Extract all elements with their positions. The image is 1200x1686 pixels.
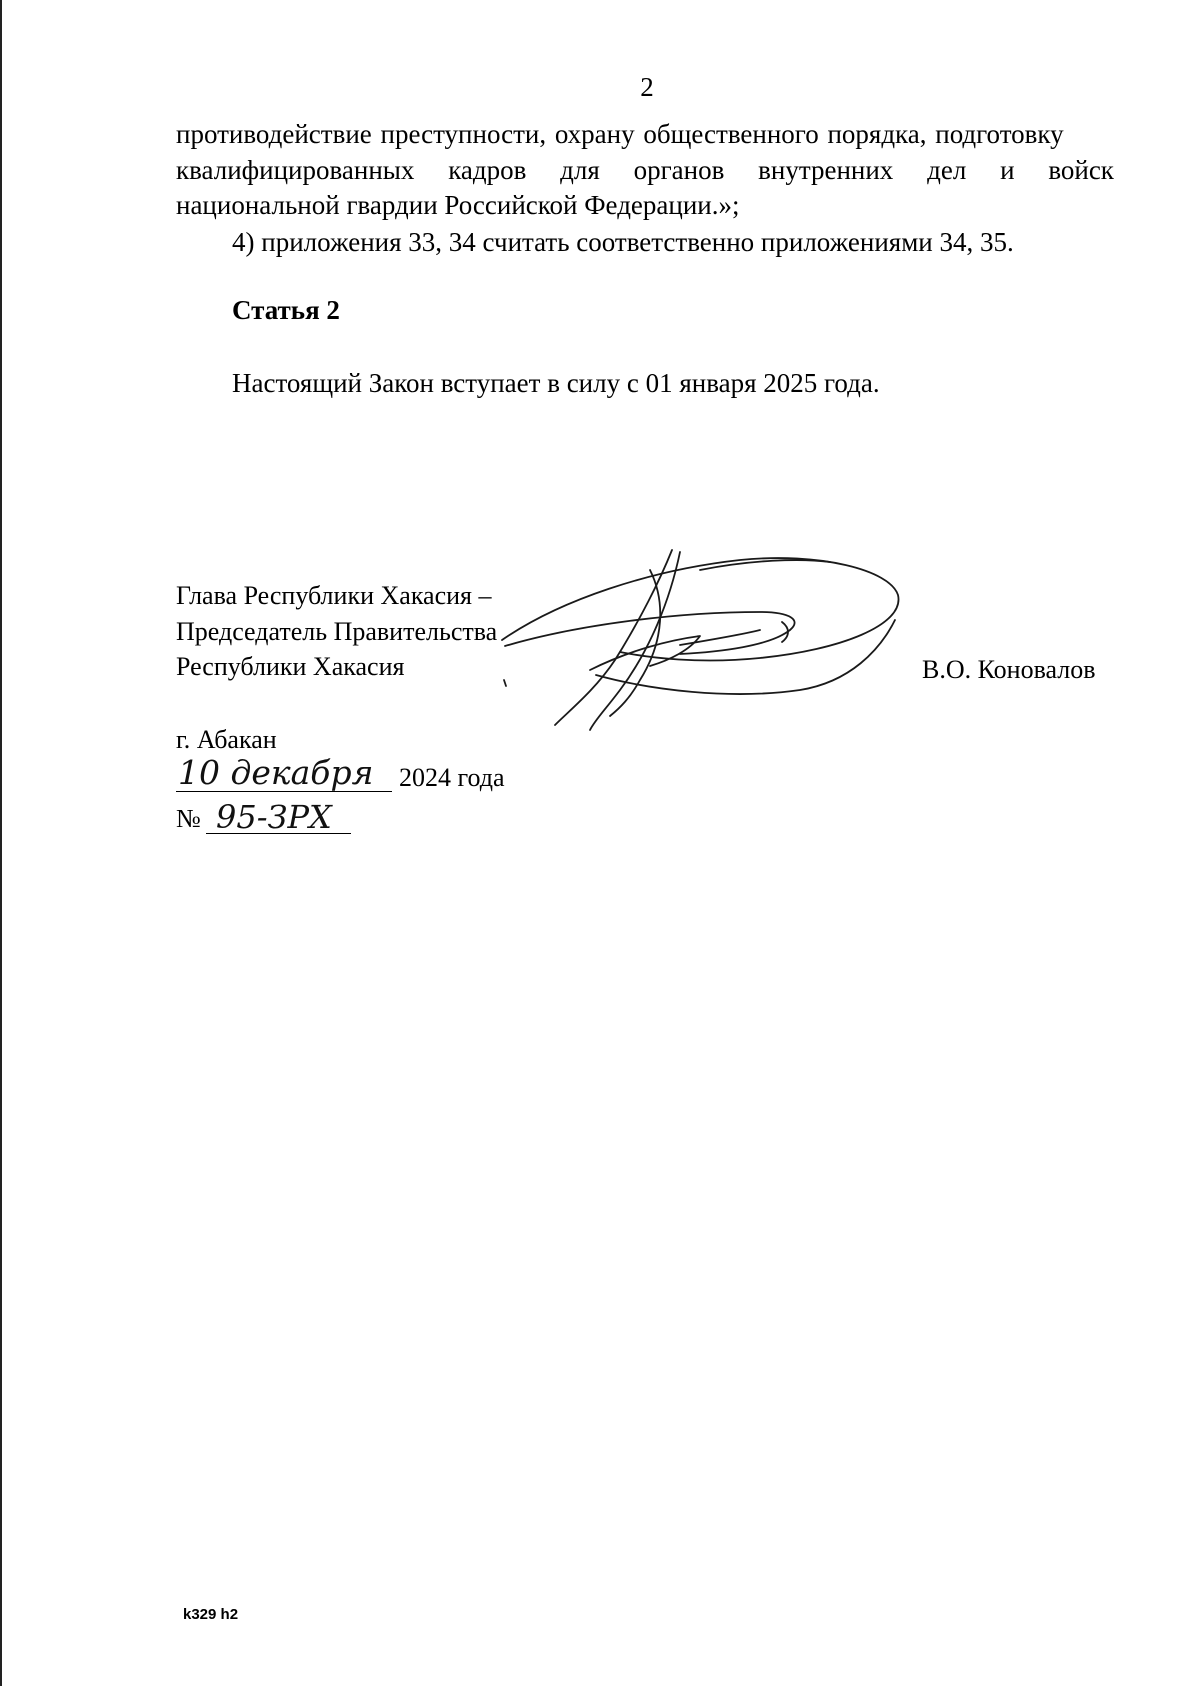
paragraph-word: органов xyxy=(633,155,725,185)
handwritten-date: 10 декабря xyxy=(178,753,374,792)
paragraph-word: для xyxy=(560,155,600,185)
paragraph-word: кадров xyxy=(448,155,527,185)
page-edge xyxy=(0,0,2,1686)
list-item-4: 4) приложения 33, 34 считать соответственно приложениями 34, 35. xyxy=(232,227,1014,257)
paragraph-word: и xyxy=(1000,155,1015,185)
signer-name: В.О. Коновалов xyxy=(922,655,1096,684)
paragraph-line-1: противодействие преступности, охрану общественного порядка, подготовку xyxy=(176,119,1064,149)
paragraph-word: дел xyxy=(927,155,967,185)
paragraph-word: внутренних xyxy=(758,155,894,185)
paragraph-word: квалифицированных xyxy=(176,155,415,185)
article-text: Настоящий Закон вступает в силу с 01 января 2025 года. xyxy=(232,368,880,398)
number-prefix: № xyxy=(176,804,201,833)
handwritten-signature xyxy=(500,540,920,740)
city-label: г. Абакан xyxy=(176,725,277,754)
date-underline xyxy=(176,791,392,792)
signer-title-line-2: Председатель Правительства xyxy=(176,617,498,646)
page-number: 2 xyxy=(640,72,654,102)
footer-code: k329 h2 xyxy=(183,1606,239,1623)
number-underline xyxy=(206,833,351,834)
signer-title-line-1: Глава Республики Хакасия – xyxy=(176,581,492,610)
year-label: 2024 года xyxy=(399,763,505,792)
paragraph-line-2 xyxy=(176,157,1114,184)
paragraph-word: войск xyxy=(1048,155,1114,185)
handwritten-number: 95-ЗРХ xyxy=(216,798,332,836)
signer-title-line-3: Республики Хакасия xyxy=(176,652,405,681)
article-heading: Статья 2 xyxy=(232,295,340,325)
paragraph-line-3: национальной гвардии Российской Федерации.»; xyxy=(176,190,740,220)
